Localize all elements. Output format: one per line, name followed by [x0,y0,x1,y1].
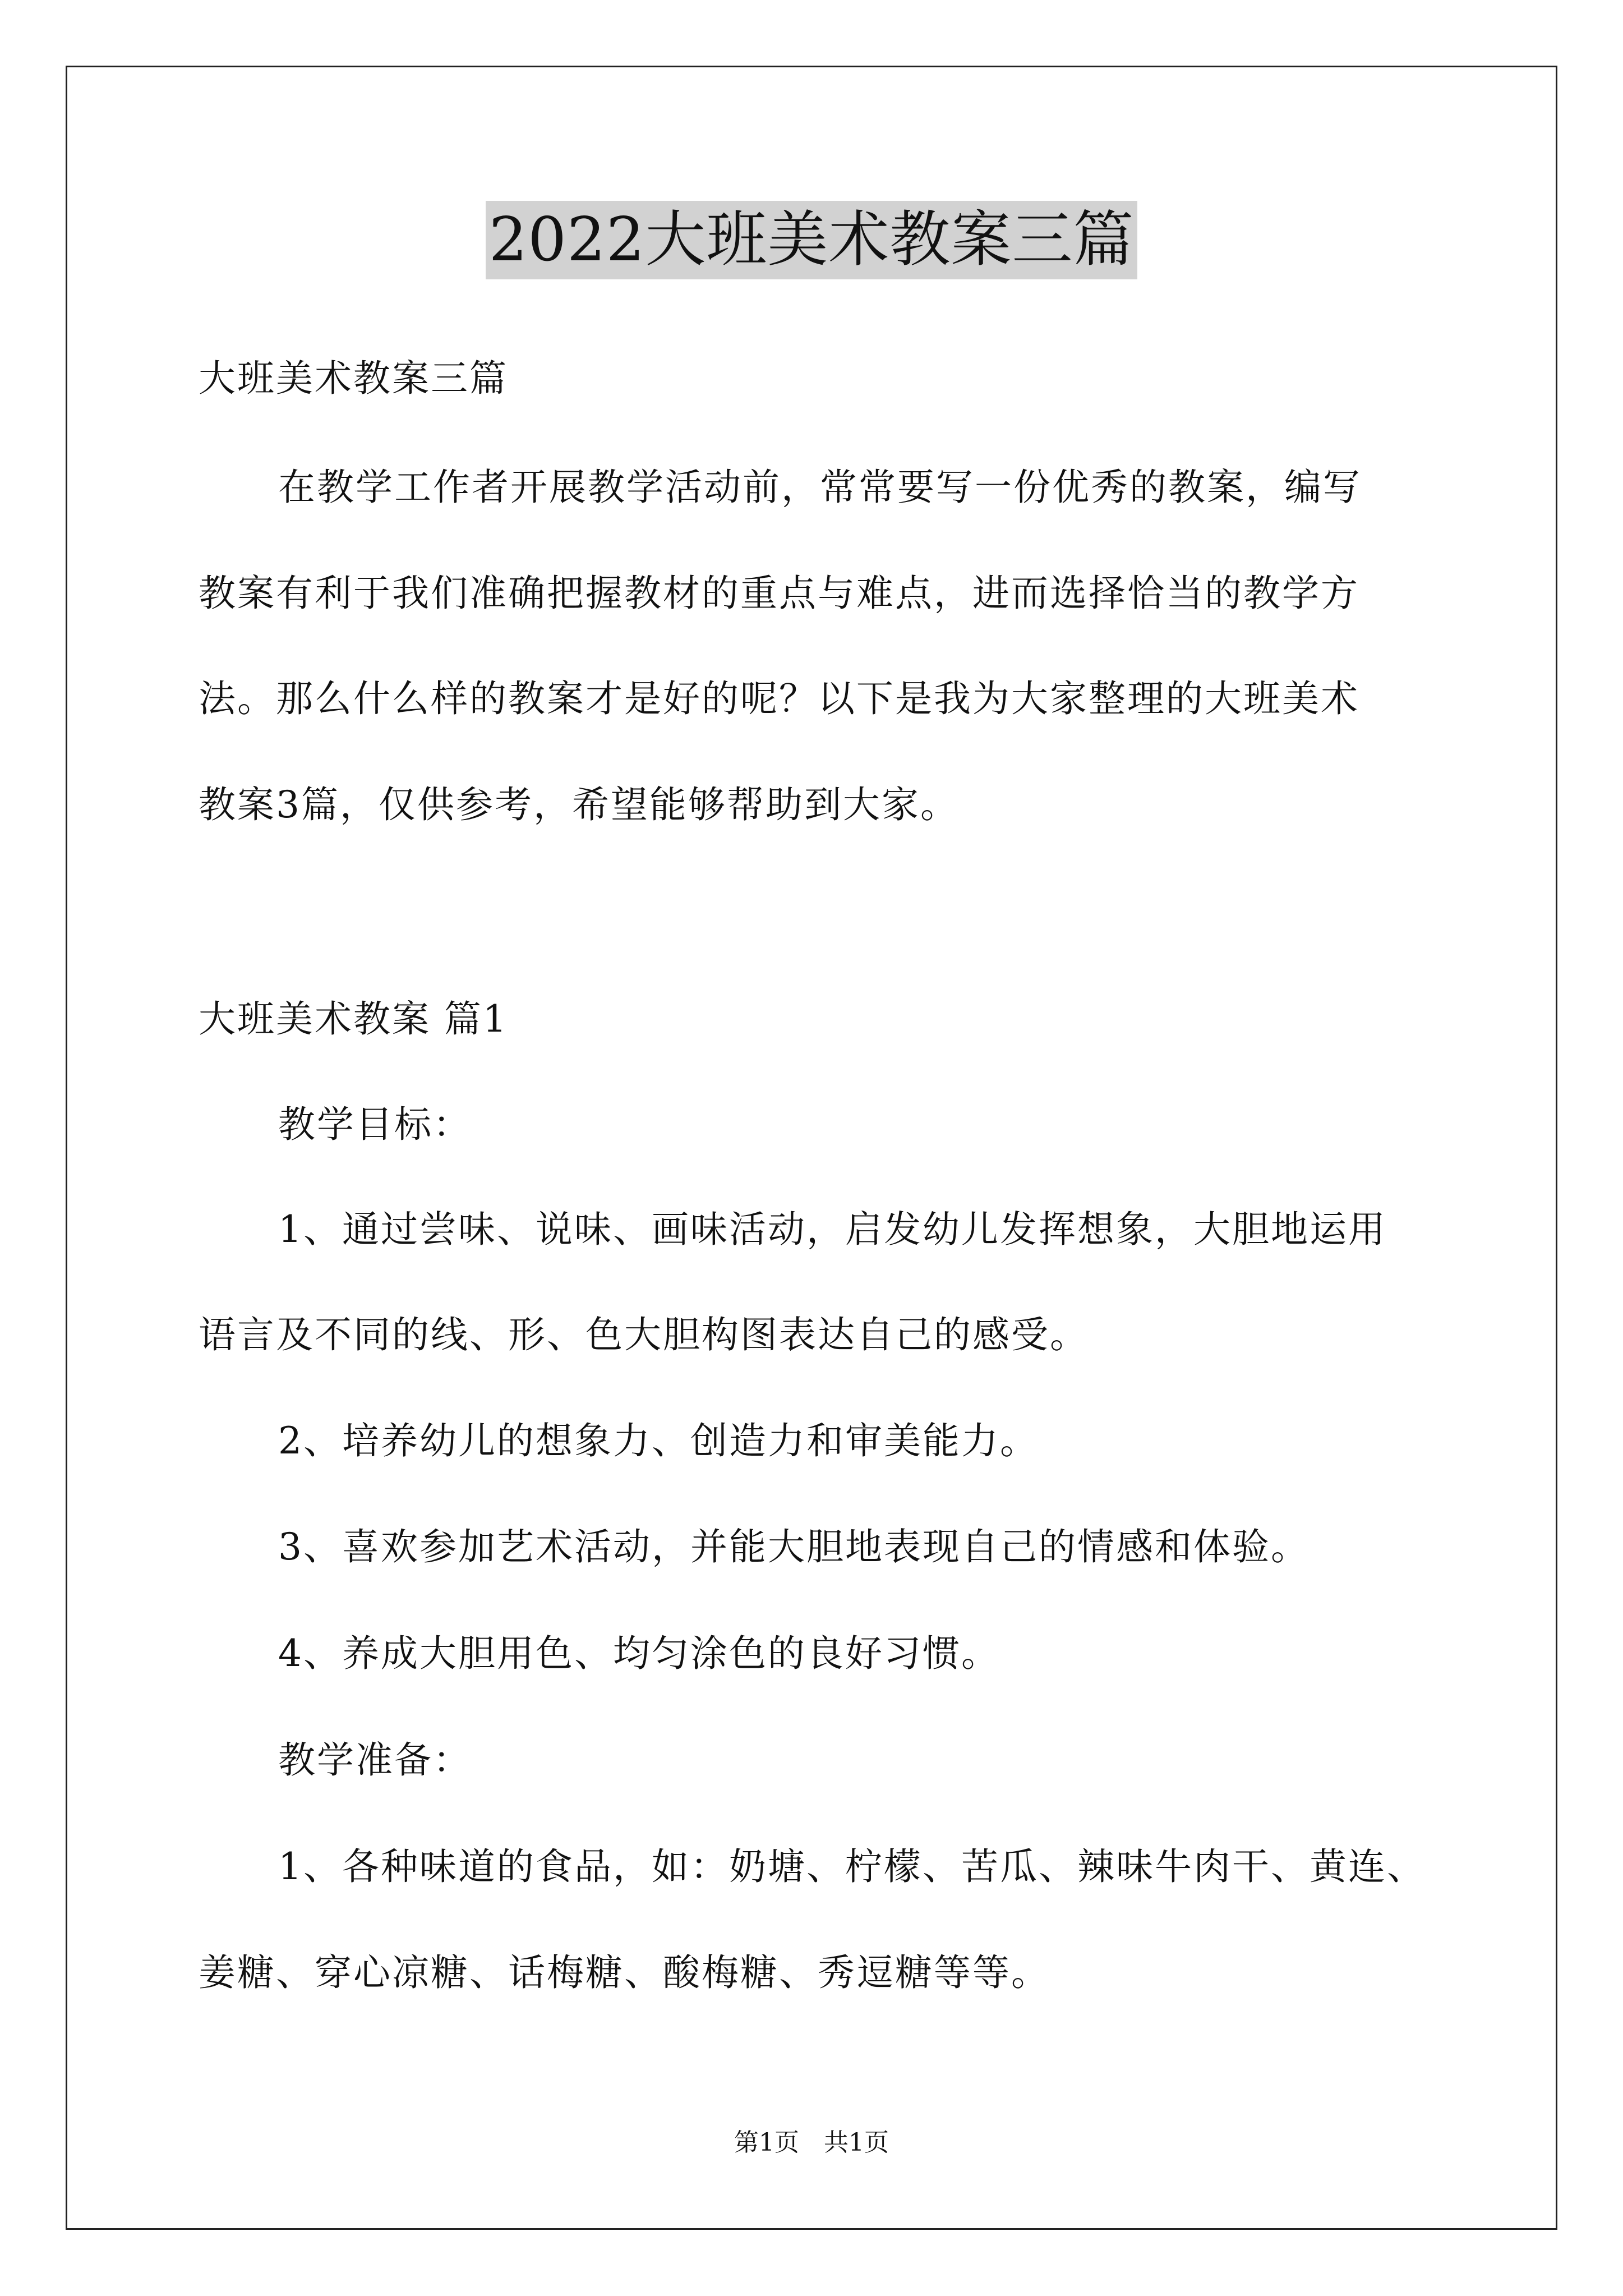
intro-line-3: 法。那么什么样的教案才是好的呢？以下是我为大家整理的大班美术 [199,677,1359,720]
goal-line-5: 4、养成大胆用色、均匀涂色的良好习惯。 [278,1632,1000,1675]
page-footer: 第1页 共1页 [734,2128,889,2157]
document-subtitle: 大班美术教案三篇 [199,357,508,400]
prep-heading: 教学准备： [278,1738,472,1782]
section-heading: 大班美术教案 篇1 [199,997,508,1041]
prep-line-2: 姜糖、穿心凉糖、话梅糖、酸梅糖、秀逗糖等等。 [199,1951,1050,1994]
document-title: 2022大班美术教案三篇 [486,201,1138,279]
prep-line-1: 1、各种味道的食品，如：奶塘、柠檬、苦瓜、辣味牛肉干、黄连、 [278,1845,1426,1888]
title-wrap [0,201,1623,279]
intro-line-4: 教案3篇，仅供参考，希望能够帮助到大家。 [199,783,959,826]
goal-line-1: 1、通过尝味、说味、画味活动，启发幼儿发挥想象，大胆地运用 [278,1208,1387,1251]
intro-line-1: 在教学工作者开展教学活动前，常常要写一份优秀的教案，编写 [278,466,1362,509]
goal-line-4: 3、喜欢参加艺术活动，并能大胆地表现自己的情感和体验。 [278,1525,1310,1568]
intro-line-2: 教案有利于我们准确把握教材的重点与难点，进而选择恰当的教学方 [199,572,1359,615]
goal-line-3: 2、培养幼儿的想象力、创造力和审美能力。 [278,1419,1039,1462]
goals-heading: 教学目标： [278,1103,472,1146]
goal-line-2: 语言及不同的线、形、色大胆构图表达自己的感受。 [199,1313,1089,1356]
